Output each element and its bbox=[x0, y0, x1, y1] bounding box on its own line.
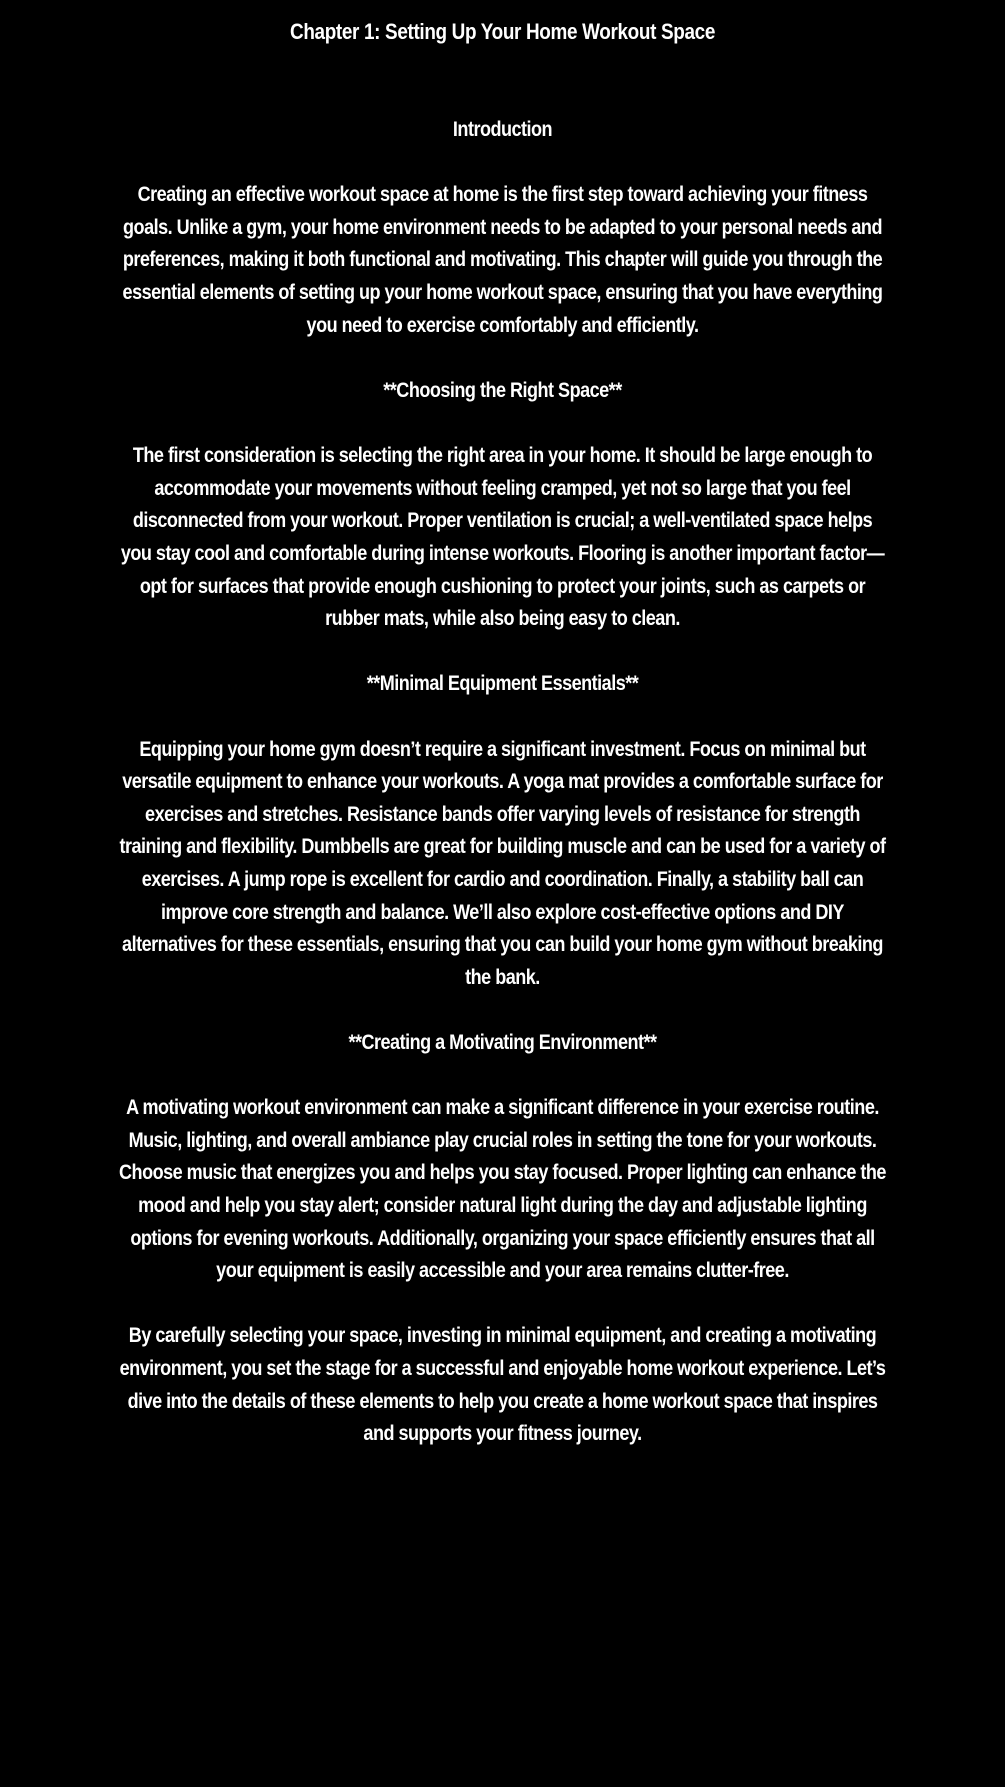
introduction-line: Creating an effective workout space at home is the first step toward achieving your fitness bbox=[137, 183, 868, 206]
conclusion-line: By carefully selecting your space, investing in minimal equipment, and creating a motivating bbox=[128, 1324, 877, 1347]
equipment-line: versatile equipment to enhance your workouts. A yoga mat provides a comfortable surface for bbox=[122, 770, 883, 793]
choosing-space-line: you stay cool and comfortable during intense workouts. Flooring is another important factor— bbox=[120, 542, 885, 565]
choosing-space-line: opt for surfaces that provide enough cushioning to protect your joints, such as carpets or bbox=[139, 575, 866, 598]
equipment-line: Equipping your home gym doesn’t require a significant investment. Focus on minimal but bbox=[139, 738, 866, 761]
environment-line: mood and help you stay alert; consider natural light during the day and adjustable lighting bbox=[138, 1194, 867, 1217]
conclusion-line: environment, you set the stage for a successful and enjoyable home workout experience. Let’s bbox=[119, 1357, 886, 1380]
equipment-line: improve core strength and balance. We’ll also explore cost-effective options and DIY bbox=[161, 901, 844, 924]
equipment-line: training and flexibility. Dumbbells are great for building muscle and can be used for a variety of bbox=[119, 835, 886, 858]
equipment-line: the bank. bbox=[465, 966, 540, 989]
introduction-line: essential elements of setting up your home workout space, ensuring that you have everything bbox=[122, 281, 883, 304]
section-heading-choosing-space: **Choosing the Right Space** bbox=[383, 379, 622, 402]
chapter-title: Chapter 1: Setting Up Your Home Workout Space bbox=[289, 19, 716, 44]
introduction-line: preferences, making it both functional and motivating. This chapter will guide you through the bbox=[122, 248, 883, 271]
introduction-line: you need to exercise comfortably and efficiently. bbox=[306, 314, 699, 337]
choosing-space-line: The first consideration is selecting the right area in your home. It should be large enough to bbox=[132, 444, 873, 467]
conclusion-line: dive into the details of these elements to help you create a home workout space that inspires bbox=[127, 1390, 878, 1413]
equipment-line: exercises and stretches. Resistance bands offer varying levels of resistance for strength bbox=[145, 803, 860, 826]
environment-line: options for evening workouts. Additionally, organizing your space efficiently ensures that all bbox=[130, 1227, 875, 1250]
equipment-line: alternatives for these essentials, ensuring that you can build your home gym without breaking bbox=[122, 933, 883, 956]
environment-line: Choose music that energizes you and helps you stay focused. Proper lighting can enhance the bbox=[119, 1161, 886, 1184]
environment-line: Music, lighting, and overall ambiance play crucial roles in setting the tone for your workouts. bbox=[128, 1129, 877, 1152]
environment-line: your equipment is easily accessible and your area remains clutter-free. bbox=[216, 1259, 789, 1282]
choosing-space-line: rubber mats, while also being easy to clean. bbox=[325, 607, 680, 630]
choosing-space-line: accommodate your movements without feeling cramped, yet not so large that you feel bbox=[154, 477, 851, 500]
conclusion-line: and supports your fitness journey. bbox=[363, 1422, 642, 1445]
choosing-space-line: disconnected from your workout. Proper ventilation is crucial; a well-ventilated space helps bbox=[132, 509, 873, 532]
environment-line: A motivating workout environment can make a significant difference in your exercise routine. bbox=[126, 1096, 879, 1119]
equipment-line: exercises. A jump rope is excellent for cardio and coordination. Finally, a stability ball can bbox=[141, 868, 864, 891]
section-heading-environment: **Creating a Motivating Environment** bbox=[348, 1031, 657, 1054]
introduction-line: goals. Unlike a gym, your home environment needs to be adapted to your personal needs and bbox=[123, 216, 882, 239]
section-heading-equipment: **Minimal Equipment Essentials** bbox=[366, 672, 639, 695]
section-heading-introduction: Introduction bbox=[452, 118, 553, 141]
